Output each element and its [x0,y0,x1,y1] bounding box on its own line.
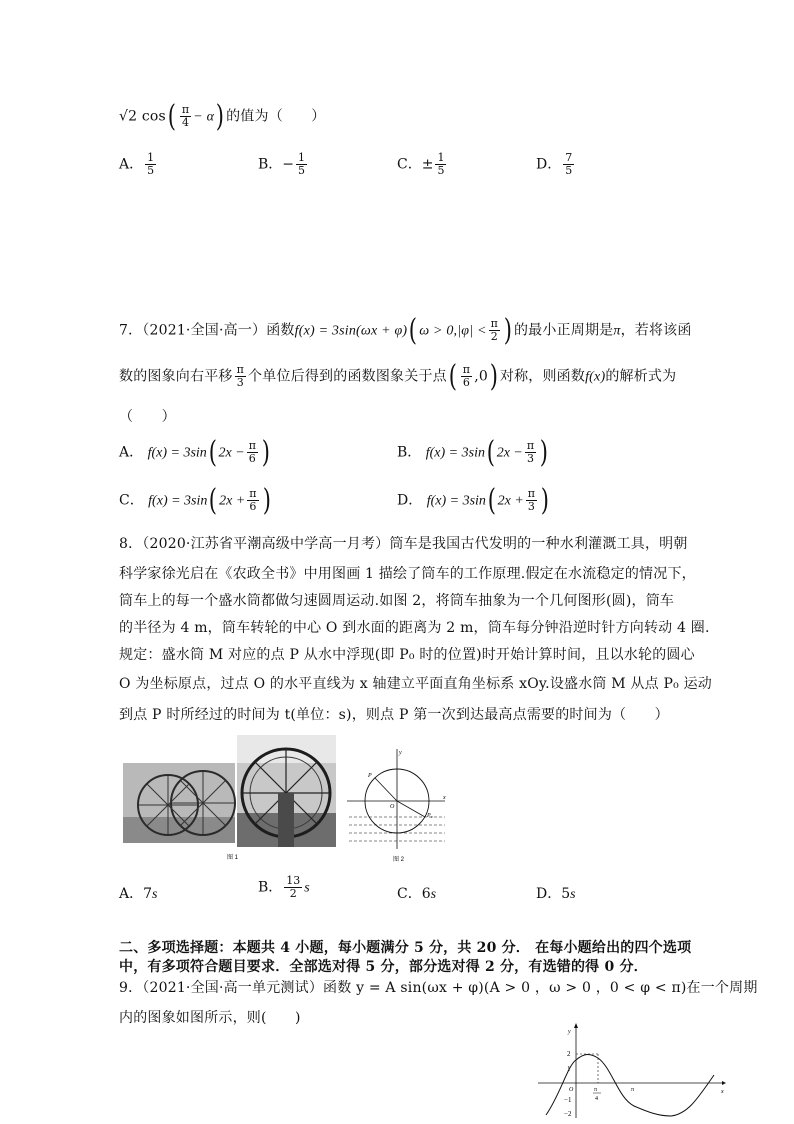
q9-tick-1: 1 [567,1065,571,1073]
q7-option-b[interactable]: B． f(x) = 3sin( 2x − $\frac{\pi}{3}$ ) [397,434,549,470]
circle-diagram [345,745,450,865]
waterwheel-photo-image [123,735,336,860]
q8-line-6: O 为坐标原点，过点 O 的水平直线为 x 轴建立平面直角坐标系 xOy.设盛水筒 M 从点 P₀ 运动 [119,676,712,692]
q8-line-1: 8．（2020·江苏省平潮高级中学高一月考）筒车是我国古代发明的一种水利灌溉工具，明朝 [119,536,688,552]
q8-option-b[interactable]: B． $\frac{13}{2}$ s [258,874,310,900]
q6-expr-prefix: √2 cos [119,108,166,125]
fig2-x-label: x [443,795,446,801]
section-2-heading-line-1: 二、多项选择题：本题共 4 小题，每小题满分 5 分，共 20 分． 在每小题给出的四个选项 [119,940,692,956]
q7-line-2: 数的图象向右平移 $\frac{\pi}{3}$ 个单位后得到的函数图象关于点( $\frac{\pi}{6}$ ,0) 对称，则函数f(x)的解析式为 [119,358,677,394]
q9-x-axis-label: x [721,1089,724,1095]
q6-fraction: $\frac{\pi}{4}$ [181,103,190,129]
q8-option-d[interactable]: D．5s [536,886,576,902]
q9-origin-label: O [569,1087,574,1093]
q6-minus-alpha: − α [193,109,215,125]
figure-2-caption: 图 2 [393,857,405,863]
q9-pi4-num: π [594,1087,598,1093]
q9-tick-neg-2: −2 [564,1110,572,1118]
q6-option-b[interactable]: B．− $\frac{1}{5}$ [258,151,306,177]
q6-option-a[interactable]: A． $\frac{1}{5}$ [119,151,155,177]
figure-1-caption: 图 1 [227,855,239,860]
q6-option-d[interactable]: D． $\frac{7}{5}$ [536,151,573,177]
q6-option-c[interactable]: C．± $\frac{1}{5}$ [397,151,445,177]
q9-line-1: 9．（2021·全国·高一单元测试）函数 y = A sin(ωx + φ)(A > 0 ，ω > 0 ，0 < φ < π)在一个周期 [119,980,758,996]
q7-line-1: 7．（2021·全国·高一）函数f(x) = 3sin(ωx + φ)( ω > 0,|φ| < $\frac{\pi}{2}$ ) 的最小正周期是π，若将该函 [119,312,692,348]
sine-graph-svg [538,1020,728,1120]
q6-expression: √2 cos( $\frac{\pi}{4}$ − α) 的值为（ ） [119,98,326,134]
fig2-p-label: P [368,773,372,779]
q9-pi-label: π [631,1087,635,1093]
q9-line-2: 内的图象如图所示，则( ) [119,1010,301,1026]
fig2-o-label: O [390,804,395,810]
q9-sine-graph [538,1020,728,1120]
q8-line-3: 筒车上的每一个盛水筒都做匀速圆周运动.如图 2，将筒车抽象为一个几何图形(圆)，筒车 [119,593,675,609]
fig2-p0-label: P₀ [427,813,433,819]
q7-option-d[interactable]: D． f(x) = 3sin( 2x + $\frac{\pi}{3}$ ) [397,482,549,518]
q9-pi4-den: 4 [595,1096,598,1102]
q8-line-7: 到点 P 时所经过的时间为 t(单位：s)，则点 P 第一次到达最高点需要的时间为（ ） [119,707,669,723]
fig2-y-label: y [399,750,402,756]
q8-line-4: 的半径为 4 m，筒车转轮的中心 O 到水面的距离为 2 m，筒车每分钟沿逆时针方向转动 4 圈. [119,620,710,636]
q9-y-axis-label: y [568,1029,571,1035]
q9-tick-2: 2 [567,1050,571,1058]
q8-line-2: 科学家徐光启在《农政全书》中用图画 1 描绘了筒车的工作原理.假定在水流稳定的情况下， [119,566,696,582]
q7-line-3: （ ） [119,409,176,425]
q6-suffix: 的值为（ ） [226,108,326,125]
q8-figure-2 [345,745,450,865]
q8-figure-1 [123,735,336,860]
section-2-heading-line-2: 中，有多项符合题目要求．全部选对得 5 分，部分选对得 2 分，有选错的得 0 分． [119,959,648,975]
q7-option-c[interactable]: C． f(x) = 3sin( 2x + $\frac{\pi}{6}$ ) [119,482,271,518]
q8-option-a[interactable]: A．7s [119,886,158,902]
q8-line-5: 规定：盛水筒 M 对应的点 P 从水中浮现(即 P₀ 时的位置)时开始计算时间，且以水轮的圆心 [119,647,695,663]
q8-option-c[interactable]: C．6s [397,886,437,902]
q9-tick-neg-1: −1 [564,1096,572,1104]
q7-option-a[interactable]: A． f(x) = 3sin( 2x − $\frac{\pi}{6}$ ) [119,434,270,470]
